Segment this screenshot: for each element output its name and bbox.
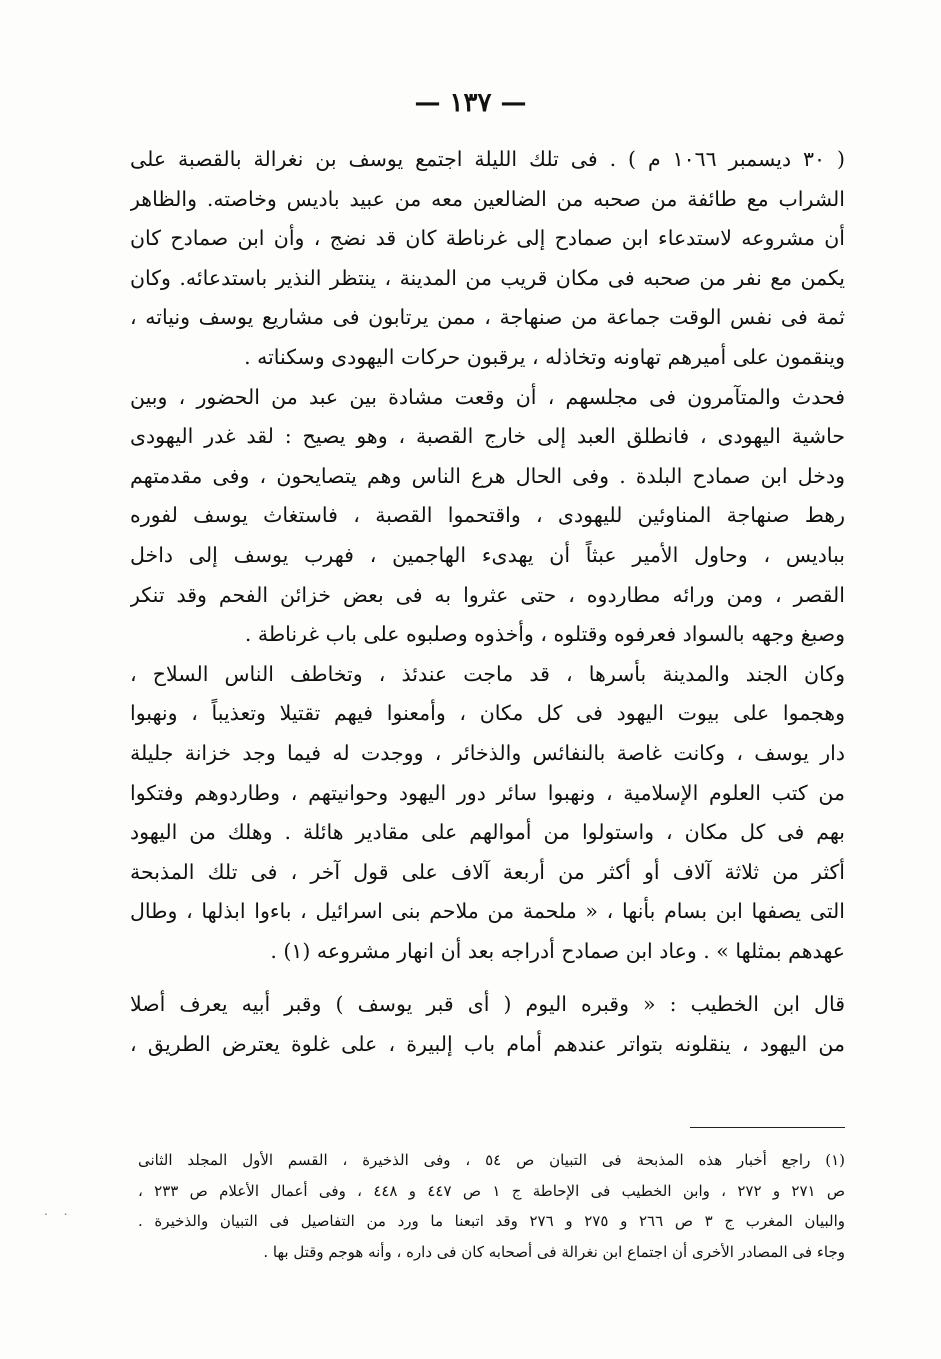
footnote-line: وجاء فى المصادر الأخرى أن اجتماع ابن نغرالة فى أصحابه كان فى داره ، وأنه هوجم وقتل بها .	[263, 1242, 845, 1261]
text-line: رهط صنهاجة المناوئين لليهودى ، واقتحموا القصبة ، فاستغاث يوسف لفوره	[130, 503, 845, 528]
footnote-line: ص ٢٧١ و ٢٧٢ ، وابن الخطيب فى الإحاطة ج ١ ص ٤٤٧ و ٤٤٨ ، وفى أعمال الأعلام ص ٢٣٣ ،	[138, 1181, 845, 1200]
text-line: فحدث والمتآمرون فى مجلسهم ، أن وقعت مشادة بين عبد من الحضور ، وبين	[130, 384, 845, 409]
text-line: دار يوسف ، وكانت غاصة بالنفائس والذخائر ، ووجدت له فيما وجد خزانة جليلة	[130, 740, 845, 765]
text-line: وينقمون على أميرهم تهاونه وتخاذله ، يرقبون حركات اليهودى وسكناته .	[244, 344, 845, 369]
text-line: قال ابن الخطيب : « وقبره اليوم ( أى قبر يوسف ) وقبر أبيه يعرف أصلا	[130, 992, 845, 1017]
paragraph-2	[130, 985, 845, 1064]
page-number: — ١٣٧ —	[414, 88, 527, 118]
text-line: حاشية اليهودى ، فانطلق العبد إلى خارج القصبة ، وهو يصيح : لقد غدر اليهودى	[130, 424, 845, 449]
text-line: بباديس ، وحاول الأمير عبثاً أن يهدىء الهاجمين ، فهرب يوسف إلى داخل	[130, 542, 845, 567]
footnotes	[138, 1145, 845, 1267]
text-line: بهم فى كل مكان ، واستولوا من أموالهم على مقادير هائلة . وهلك من اليهود	[130, 820, 845, 845]
text-line: أكثر من ثلاثة آلاف أو أكثر من أربعة آلاف على قول آخر ، فى تلك المذبحة	[130, 859, 845, 884]
text-line: ثمة فى نفس الوقت جماعة من صنهاجة ، ممن يرتابون فى مشاريع يوسف ونياته ،	[130, 305, 845, 330]
text-line: وكان الجند والمدينة بأسرها ، قد ماجت عندئذ ، وتخاطف الناس السلاح ،	[130, 661, 845, 686]
text-line: ( ٣٠ ديسمبر ١٠٦٦ م ) . فى تلك الليلة اجتمع يوسف بن نغرالة بالقصبة على	[130, 147, 845, 171]
margin-marks: . .	[44, 1204, 74, 1218]
text-line: يكمن مع نفر من صحبه فى مكان قريب من المدينة ، ينتظر النذير باستدعائه. وكان	[130, 265, 845, 290]
footnote-separator	[690, 1127, 845, 1128]
footnote-line: (١) راجع أخبار هذه المذبحة فى التبيان ص ٥٤ ، وفى الذخيرة ، القسم الأول المجلد الثانى	[138, 1151, 845, 1169]
text-line: التى يصفها ابن بسام بأنها ، « ملحمة من ملاحم بنى اسرائيل ، باءوا ابذلها ، وطال	[130, 899, 845, 924]
text-line: عهدهم بمثلها » . وعاد ابن صمادح أدراجه بعد أن انهار مشروعه (١) .	[270, 938, 845, 963]
text-line: ودخل ابن صمادح البلدة . وفى الحال هرع الناس وهم يتصايحون ، وفى مقدمتهم	[130, 463, 845, 488]
text-line: القصر ، ومن ورائه مطاردوه ، حتى عثروا به فى بعض خزائن الفحم وقد تنكر	[130, 582, 845, 607]
text-line: وصبغ وجهه بالسواد فعرفوه وقتلوه ، وأخذوه وصلبوه على باب غرناطة .	[244, 622, 845, 647]
text-line: من كتب العلوم الإسلامية ، ونهبوا سائر دور اليهود وحوانيتهم ، وطاردوهم وفتكوا	[130, 780, 845, 805]
text-line: وهجموا على بيوت اليهود فى كل مكان ، وأمعنوا فيهم تقتيلا وتعذيباً ، ونهبوا	[130, 701, 845, 726]
paragraph-spacer	[130, 971, 845, 985]
paragraph-1	[130, 140, 845, 971]
main-text	[130, 140, 845, 1065]
footnote-line: والبيان المغرب ج ٣ ص ٢٦٦ و ٢٧٥ و ٢٧٦ وقد اتبعنا ما ورد من التفاصيل فى التبيان والذخيرة .	[138, 1212, 845, 1230]
text-line: من اليهود ، ينقلونه بتواتر عندهم أمام باب إلبيرة ، على غلوة يعترض الطريق ،	[130, 1032, 845, 1057]
text-line: أن مشروعه لاستدعاء ابن صمادح إلى غرناطة كان قد نضج ، وأن ابن صمادح كان	[130, 226, 845, 251]
text-line: الشراب مع طائفة من صحبه من الضالعين معه من عبيد باديس وخاصته. والظاهر	[130, 186, 845, 211]
